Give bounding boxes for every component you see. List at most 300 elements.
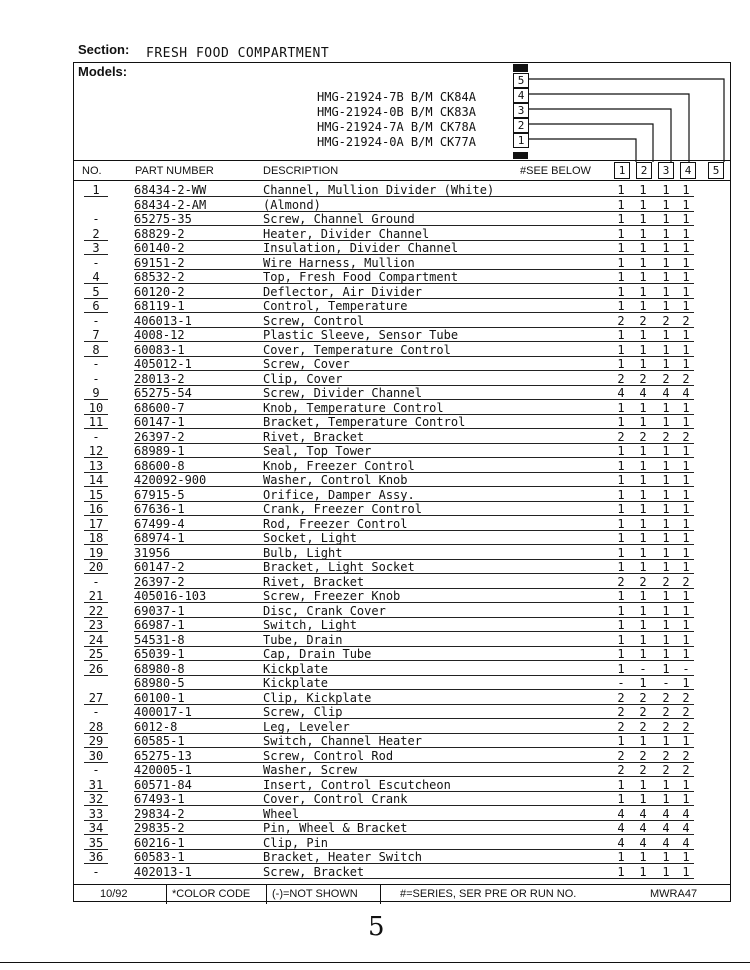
part-description: Screw, Divider Channel [263, 386, 422, 400]
part-number: 6012-8 [134, 719, 178, 734]
quantity-cell: 2 [639, 574, 647, 589]
quantity-cell: 4 [639, 806, 647, 821]
quantity-cell: 2 [617, 690, 625, 705]
item-number: 15 [88, 487, 104, 502]
quantity-cell: 1 [639, 647, 647, 661]
quantity-cell: 2 [662, 705, 670, 719]
quantity-cell: 1 [639, 777, 647, 792]
row-underline [134, 602, 694, 603]
quantity-cell: 1 [617, 792, 625, 806]
part-number: 66987-1 [134, 618, 185, 632]
quantity-cell: 1 [682, 212, 690, 226]
part-number: 60585-1 [134, 734, 185, 748]
quantity-cell: 1 [682, 545, 690, 560]
item-number: - [92, 705, 100, 719]
part-number: 67915-5 [134, 487, 185, 502]
quantity-cell: 4 [682, 806, 690, 821]
part-description: Switch, Channel Heater [263, 734, 422, 748]
part-number: 68600-7 [134, 400, 185, 415]
part-description: Screw, Control [263, 313, 365, 328]
quantity-cell: 1 [617, 516, 625, 531]
item-number: 18 [88, 531, 104, 545]
quantity-cell: 1 [682, 328, 690, 342]
part-description: Pin, Wheel & Bracket [263, 821, 408, 835]
row-underline [134, 863, 694, 864]
row-underline [134, 544, 694, 545]
footer-code: MWRA47 [650, 888, 698, 900]
part-description: Bulb, Light [263, 545, 343, 560]
quantity-cell: 1 [639, 864, 647, 879]
quantity-cell: 1 [617, 487, 625, 502]
part-description: Seal, Top Tower [263, 444, 372, 458]
row-underline [134, 689, 694, 690]
item-number: 32 [88, 792, 104, 806]
part-description: Bracket, Heater Switch [263, 850, 422, 864]
footer-date: 10/92 [100, 888, 128, 900]
part-description: Wire Harness, Mullion [263, 255, 415, 270]
part-description: Kickplate [263, 661, 329, 676]
part-description: Clip, Pin [263, 835, 329, 850]
part-number: 405016-103 [134, 589, 207, 603]
part-description: Clip, Kickplate [263, 690, 372, 705]
quantity-cell: 1 [662, 255, 670, 270]
part-number: 69151-2 [134, 255, 185, 270]
number-underline [84, 675, 108, 676]
part-description: Screw, Control Rod [263, 748, 394, 763]
quantity-cell: 1 [662, 632, 670, 647]
quantity-cell: 1 [682, 516, 690, 531]
quantity-cell: 1 [682, 342, 690, 357]
col-header-description: DESCRIPTION [263, 165, 339, 177]
quantity-cell: 1 [617, 197, 625, 212]
quantity-cell: 1 [682, 560, 690, 574]
item-number: 24 [88, 632, 104, 647]
bottom-rule [0, 962, 750, 963]
quantity-cell: 1 [617, 328, 625, 342]
quantity-cell: 1 [617, 212, 625, 226]
item-number: 19 [88, 545, 104, 560]
part-number: 60147-1 [134, 415, 185, 429]
quantity-cell: 4 [662, 821, 670, 835]
quantity-cell: 1 [682, 299, 690, 313]
model-line: HMG-21924-7A B/M CK78A [317, 120, 476, 134]
quantity-cell: 1 [662, 270, 670, 284]
quantity-cell: 2 [662, 371, 670, 386]
footer-color-code: *COLOR CODE [172, 888, 251, 900]
quantity-cell: 1 [662, 458, 670, 473]
quantity-cell: 2 [639, 429, 647, 444]
part-description: Knob, Temperature Control [263, 400, 444, 415]
row-underline [134, 573, 694, 574]
part-description: Deflector, Air Divider [263, 284, 422, 299]
quantity-cell: 1 [662, 241, 670, 255]
part-description: Wheel [263, 806, 300, 821]
row-underline [134, 196, 694, 197]
quantity-cell: 1 [617, 647, 625, 661]
quantity-cell: 1 [639, 458, 647, 473]
row-underline [134, 805, 694, 806]
quantity-cell: 1 [682, 473, 690, 487]
row-underline [134, 704, 694, 705]
quantity-cell: 1 [617, 400, 625, 415]
quantity-cell: 1 [617, 270, 625, 284]
item-number: 4 [92, 270, 100, 284]
part-number: 26397-2 [134, 429, 185, 444]
row-underline [134, 515, 694, 516]
quantity-cell: 4 [662, 806, 670, 821]
part-number: 65039-1 [134, 647, 185, 661]
part-description: Switch, Light [263, 618, 357, 632]
row-underline [134, 762, 694, 763]
part-number: 65275-54 [134, 386, 192, 400]
item-number: - [92, 357, 100, 371]
model-number-box: 5 [513, 73, 529, 88]
quantity-cell: 1 [682, 589, 690, 603]
part-description: (Almond) [263, 197, 321, 212]
quantity-cell: 1 [682, 792, 690, 806]
item-number: 1 [92, 183, 100, 197]
row-underline [134, 428, 694, 429]
part-number: 28013-2 [134, 371, 185, 386]
number-underline [84, 196, 108, 197]
section-value: FRESH FOOD COMPARTMENT [146, 46, 330, 61]
part-number: 400017-1 [134, 705, 192, 719]
model-line: HMG-21924-0B B/M CK83A [317, 105, 476, 119]
quantity-cell: 2 [617, 313, 625, 328]
part-description: Channel, Mullion Divider (White) [263, 183, 495, 197]
quantity-cell: 2 [682, 371, 690, 386]
part-number: 68600-8 [134, 458, 185, 473]
part-number: 68119-1 [134, 299, 185, 313]
quantity-cell: 1 [617, 473, 625, 487]
item-number: 7 [92, 328, 100, 342]
part-description: Washer, Screw [263, 763, 357, 777]
item-number: 22 [88, 603, 104, 618]
col-header-no: NO. [82, 165, 102, 177]
model-connector-lines [0, 0, 750, 180]
part-number: 26397-2 [134, 574, 185, 589]
quantity-cell: 1 [682, 226, 690, 241]
quantity-cell: 1 [617, 299, 625, 313]
part-description: Tube, Drain [263, 632, 343, 647]
quantity-cell: 1 [639, 487, 647, 502]
quantity-cell: 4 [682, 835, 690, 850]
part-number: 69037-1 [134, 603, 185, 618]
col-number-box: 1 [614, 162, 630, 179]
section-label: Section: [78, 42, 130, 57]
quantity-cell: 1 [662, 328, 670, 342]
quantity-cell: 1 [682, 603, 690, 618]
part-description: Bracket, Light Socket [263, 560, 415, 574]
quantity-cell: 4 [639, 835, 647, 850]
quantity-cell: 1 [639, 516, 647, 531]
quantity-cell: 2 [662, 719, 670, 734]
part-number: 420092-900 [134, 473, 207, 487]
quantity-cell: 2 [617, 748, 625, 763]
part-description: Crank, Freezer Control [263, 502, 422, 516]
quantity-cell: 1 [662, 400, 670, 415]
quantity-cell: 1 [682, 864, 690, 879]
quantity-cell: 4 [639, 821, 647, 835]
row-underline [134, 820, 694, 821]
models-label: Models: [78, 64, 128, 79]
item-number: 30 [88, 748, 104, 763]
part-description: Cap, Drain Tube [263, 647, 372, 661]
quantity-cell: 1 [639, 589, 647, 603]
row-underline [134, 747, 694, 748]
quantity-cell: 1 [617, 255, 625, 270]
part-number: 60120-2 [134, 284, 185, 299]
quantity-cell: 2 [639, 371, 647, 386]
quantity-cell: 1 [617, 531, 625, 545]
item-number: 36 [88, 850, 104, 864]
quantity-cell: 1 [617, 458, 625, 473]
footer-not-shown: (-)=NOT SHOWN [272, 888, 358, 900]
col-number-box: 2 [636, 162, 652, 179]
quantity-cell: 2 [682, 690, 690, 705]
quantity-cell: 2 [639, 763, 647, 777]
quantity-cell: 1 [682, 632, 690, 647]
quantity-cell: 1 [617, 342, 625, 357]
part-description: Insert, Control Escutcheon [263, 777, 451, 792]
quantity-cell: 1 [682, 357, 690, 371]
quantity-cell: 2 [662, 313, 670, 328]
item-number: 12 [88, 444, 104, 458]
item-number: - [92, 763, 100, 777]
quantity-cell: 2 [682, 574, 690, 589]
quantity-cell: 1 [662, 197, 670, 212]
part-description: Insulation, Divider Channel [263, 241, 459, 255]
quantity-cell: 1 [617, 183, 625, 197]
quantity-cell: 1 [662, 850, 670, 864]
model-number-box: 3 [513, 103, 529, 118]
quantity-cell: 2 [682, 429, 690, 444]
part-description: Control, Temperature [263, 299, 408, 313]
part-number: 68829-2 [134, 226, 185, 241]
quantity-cell: 2 [639, 705, 647, 719]
footer-divider [166, 884, 167, 904]
quantity-cell: 1 [682, 777, 690, 792]
part-number: 65275-13 [134, 748, 192, 763]
col-header-part: PART NUMBER [135, 165, 214, 177]
part-description: Screw, Freezer Knob [263, 589, 401, 603]
item-number: 8 [92, 342, 100, 357]
quantity-cell: 1 [662, 734, 670, 748]
item-number: 14 [88, 473, 104, 487]
quantity-cell: 1 [639, 603, 647, 618]
quantity-cell: 1 [662, 502, 670, 516]
quantity-cell: 1 [682, 444, 690, 458]
part-description: Screw, Cover [263, 357, 350, 371]
item-number: 21 [88, 589, 104, 603]
quantity-cell: 4 [662, 386, 670, 400]
quantity-cell: 4 [639, 386, 647, 400]
quantity-cell: 2 [682, 763, 690, 777]
item-number: 13 [88, 458, 104, 473]
row-underline [134, 675, 694, 676]
quantity-cell: 4 [682, 386, 690, 400]
quantity-cell: 1 [639, 357, 647, 371]
part-description: Orifice, Damper Assy. [263, 487, 415, 502]
part-number: 60083-1 [134, 342, 185, 357]
quantity-cell: - [662, 676, 670, 690]
item-number: - [92, 371, 100, 386]
part-number: 68974-1 [134, 531, 185, 545]
quantity-cell: 1 [682, 270, 690, 284]
model-number-box: 1 [513, 133, 529, 148]
quantity-cell: 1 [662, 792, 670, 806]
part-description: Screw, Bracket [263, 864, 365, 879]
quantity-cell: 2 [639, 719, 647, 734]
quantity-cell: 1 [662, 545, 670, 560]
quantity-cell: 1 [617, 415, 625, 429]
quantity-cell: 2 [617, 371, 625, 386]
item-number: 6 [92, 299, 100, 313]
part-number: 65275-35 [134, 212, 192, 226]
quantity-cell: 1 [682, 415, 690, 429]
part-number: 60147-2 [134, 560, 185, 574]
quantity-cell: 1 [682, 618, 690, 632]
quantity-cell: 2 [682, 719, 690, 734]
quantity-cell: 2 [662, 690, 670, 705]
quantity-cell: 1 [662, 864, 670, 879]
part-description: Kickplate [263, 676, 329, 690]
item-number: 3 [92, 241, 100, 255]
part-number: 67493-1 [134, 792, 185, 806]
part-number: 60100-1 [134, 690, 185, 705]
quantity-cell: 1 [662, 516, 670, 531]
quantity-cell: 4 [617, 835, 625, 850]
part-description: Socket, Light [263, 531, 357, 545]
quantity-cell: 1 [662, 603, 670, 618]
item-number: 23 [88, 618, 104, 632]
quantity-cell: 1 [639, 545, 647, 560]
part-number: 60571-84 [134, 777, 192, 792]
quantity-cell: 1 [662, 487, 670, 502]
quantity-cell: 1 [617, 357, 625, 371]
row-underline [134, 472, 694, 473]
part-description: Bracket, Temperature Control [263, 415, 466, 429]
item-number: - [92, 255, 100, 270]
row-underline [134, 356, 694, 357]
quantity-cell: 1 [682, 255, 690, 270]
item-number: 11 [88, 415, 104, 429]
quantity-cell: - [682, 661, 690, 676]
quantity-cell: 2 [682, 705, 690, 719]
part-number: 60583-1 [134, 850, 185, 864]
part-description: Screw, Clip [263, 705, 343, 719]
part-number: 405012-1 [134, 357, 192, 371]
item-number: 27 [88, 690, 104, 705]
row-underline [134, 617, 694, 618]
part-description: Leg, Leveler [263, 719, 350, 734]
part-number: 68434-2-WW [134, 183, 207, 197]
quantity-cell: 4 [617, 386, 625, 400]
part-number: 54531-8 [134, 632, 185, 647]
quantity-cell: 1 [662, 415, 670, 429]
quantity-cell: 1 [617, 545, 625, 560]
quantity-cell: 4 [662, 835, 670, 850]
item-number: - [92, 864, 100, 879]
quantity-cell: 1 [682, 502, 690, 516]
item-number: 17 [88, 516, 104, 531]
quantity-cell: 1 [639, 734, 647, 748]
quantity-cell: 1 [662, 212, 670, 226]
quantity-cell: 1 [639, 183, 647, 197]
header-rule [74, 180, 730, 181]
quantity-cell: 2 [617, 763, 625, 777]
quantity-cell: 1 [639, 255, 647, 270]
part-description: Screw, Channel Ground [263, 212, 415, 226]
quantity-cell: 1 [682, 241, 690, 255]
model-number-box: 2 [513, 118, 529, 133]
item-number: 5 [92, 284, 100, 299]
col-number-box: 4 [680, 162, 696, 179]
part-number: 68434-2-AM [134, 197, 207, 212]
quantity-cell: 1 [662, 183, 670, 197]
quantity-cell: 1 [682, 676, 690, 690]
part-description: Washer, Control Knob [263, 473, 408, 487]
quantity-cell: 1 [662, 226, 670, 241]
quantity-cell: 2 [617, 429, 625, 444]
quantity-cell: 1 [662, 661, 670, 676]
item-number: 25 [88, 647, 104, 661]
quantity-cell: 1 [617, 850, 625, 864]
row-underline [134, 370, 694, 371]
row-underline [134, 646, 694, 647]
item-number: 31 [88, 777, 104, 792]
quantity-cell: 1 [682, 850, 690, 864]
quantity-cell: 1 [639, 328, 647, 342]
quantity-cell: 1 [662, 589, 670, 603]
part-description: Plastic Sleeve, Sensor Tube [263, 328, 459, 342]
quantity-cell: 1 [639, 270, 647, 284]
quantity-cell: 2 [617, 719, 625, 734]
quantity-cell: 2 [682, 313, 690, 328]
quantity-cell: 2 [639, 313, 647, 328]
quantity-cell: 2 [639, 748, 647, 763]
col-number-box: 3 [658, 162, 674, 179]
item-number: - [92, 429, 100, 444]
row-underline [134, 834, 694, 835]
quantity-cell: 2 [662, 763, 670, 777]
quantity-cell: 1 [639, 560, 647, 574]
page-number: 5 [368, 912, 385, 942]
quantity-cell: 1 [682, 197, 690, 212]
item-number: 20 [88, 560, 104, 574]
quantity-cell: 1 [639, 618, 647, 632]
quantity-cell: 1 [617, 777, 625, 792]
quantity-cell: 1 [639, 415, 647, 429]
part-description: Clip, Cover [263, 371, 343, 386]
part-number: 29834-2 [134, 806, 185, 821]
quantity-cell: 4 [617, 821, 625, 835]
quantity-cell: 1 [639, 212, 647, 226]
quantity-cell: 1 [617, 661, 625, 676]
row-underline [134, 312, 694, 313]
quantity-cell: 2 [662, 574, 670, 589]
quantity-cell: 1 [662, 444, 670, 458]
quantity-cell: - [617, 676, 625, 690]
quantity-cell: 1 [682, 487, 690, 502]
quantity-cell: 1 [662, 357, 670, 371]
part-description: Rod, Freezer Control [263, 516, 408, 531]
row-underline [134, 588, 694, 589]
quantity-cell: 1 [617, 226, 625, 241]
row-underline [134, 631, 694, 632]
item-number: - [92, 212, 100, 226]
quantity-cell: 1 [682, 458, 690, 473]
